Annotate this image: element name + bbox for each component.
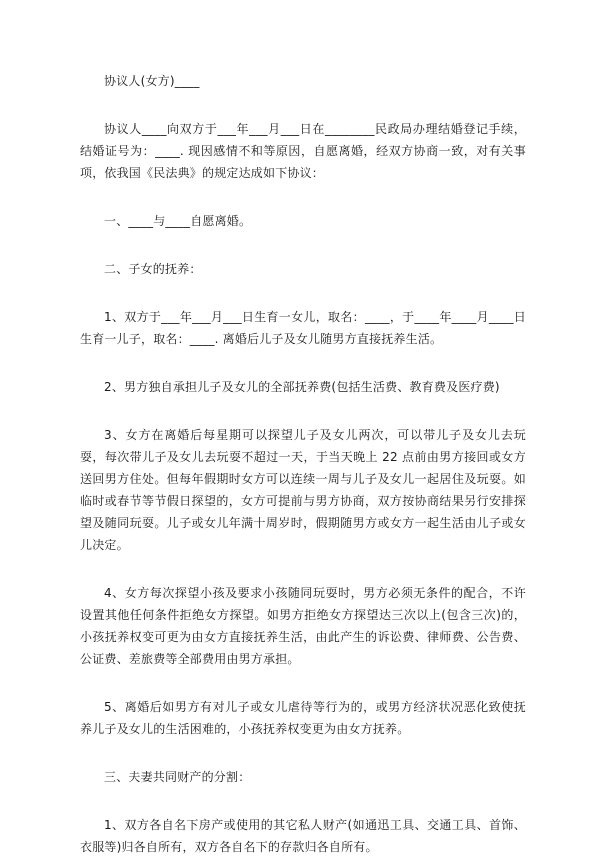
document-body (80, 70, 526, 858)
clause-1-divorce: 一、____与____自愿离婚。 (104, 214, 252, 228)
section-3-heading: 三、夫妻共同财产的分割： (104, 770, 251, 784)
spacer (80, 280, 526, 306)
spacer (80, 740, 526, 766)
clause-3-1: 1、双方各自名下房产或使用的其它私人财产(如通迅工具、交通工具、首饰、衣服等)归各自所有，双方各自名下的存款归各自所有。 (80, 818, 526, 854)
spacer (80, 92, 526, 118)
clause-2-1: 1、双方于___年___月___日生育一女儿，取名：____，于____年____月____日生育一儿子，取名：____. 离婚后儿子及女儿随男方直接抚养生活。 (80, 310, 526, 346)
clause-2-4: 4、女方每次探望小孩及要求小孩随同玩耍时，男方必须无条件的配合，不许设置其他任何条件拒绝女方探望。如男方拒绝女方探望达三次以上(包含三次)的，小孩抚养权变可更为由女方直接抚养生活，由此产生的诉讼费、律师费、公告费、公证费、差旅费等全部费用由男方承担。 (80, 586, 526, 666)
preamble-paragraph: 协议人____向双方于___年___月___日在________民政局办理结婚登记手续，结婚证号为：____. 现因感情不和等原因，自愿离婚，经双方协商一致，对有关事项，依我国《民法典》的规定达成如下协议： (80, 122, 526, 180)
clause-2-5: 5、离婚后如男方有对儿子或女儿虐待等行为的，或男方经济状况恶化致使抚养儿子及女儿的生活困难的，小孩抚养权变更为由女方抚养。 (80, 700, 526, 736)
section-2-heading: 二、子女的抚养： (104, 262, 202, 276)
spacer (80, 788, 526, 814)
clause-2-2: 2、男方独自承担儿子及女儿的全部抚养费(包括生活费、教育费及医疗费) (104, 380, 500, 394)
party-female-line: 协议人(女方)____ (104, 74, 200, 88)
spacer (80, 232, 526, 258)
spacer (80, 350, 526, 376)
spacer (80, 670, 526, 696)
spacer (80, 398, 526, 424)
spacer (80, 184, 526, 210)
spacer (80, 556, 526, 582)
clause-2-3: 3、女方在离婚后每星期可以探望儿子及女儿两次，可以带儿子及女儿去玩耍，每次带儿子及女儿去玩耍不超过一天，于当天晚上 22 点前由男方接回或女方送回男方住处。但每年假期时女方可以连续一周与儿子及女儿一起居住及玩耍。如临时或春节等节假日探望的，女方可提前与男方协商，双方按协商结果另行安排探望及随同玩耍。儿子或女儿年满十周岁时，假期随男方或女方一起生活由儿子或女儿决定。 (80, 428, 526, 552)
